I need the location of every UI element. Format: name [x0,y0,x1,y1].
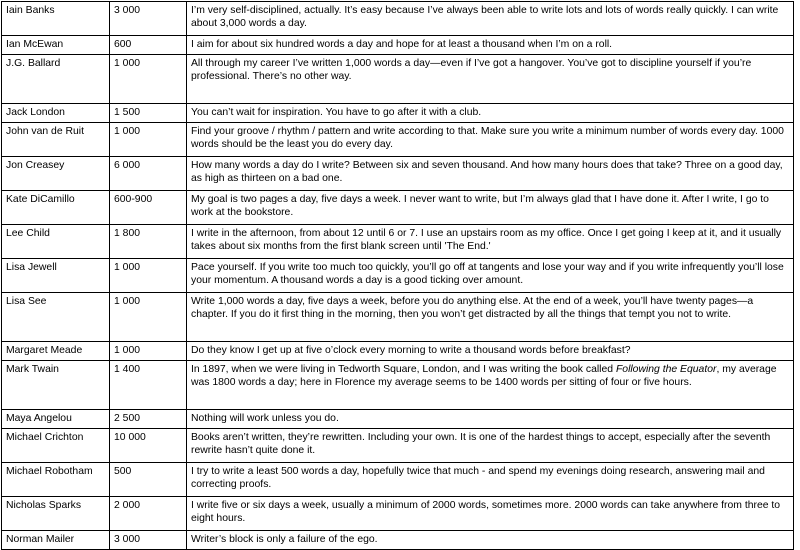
table-row [2,293,794,342]
author-cell: Ian McEwan [2,36,110,55]
words-per-day-cell: 500 [110,463,187,497]
table-row [2,2,794,36]
words-per-day-cell: 1 000 [110,293,187,342]
quote-text: In 1897, when we were living in Tedworth Square, London, and I was writing the book called [191,364,616,375]
words-per-day-cell: 1 500 [110,104,187,123]
words-per-day-cell: 600-900 [110,191,187,225]
quote-text: , my average was 1800 words a day; here in Florence my average seems to be 1400 words per sitting of four or five hours. [191,364,777,388]
words-per-day-cell: 1 000 [110,123,187,157]
author-cell: J.G. Ballard [2,55,110,104]
quote-cell: I write five or six days a week, usually a minimum of 2000 words, sometimes more. 2000 words can take anywhere from three to eight hours. [187,497,794,531]
book-title: Following the Equator [615,364,717,375]
table-row [2,55,794,104]
quote-cell: Pace yourself. If you write too much too quickly, you’ll go off at tangents and lose your way and if you write infrequently you’ll lose your momentum. A thousand words a day is a good ticking over amount. [187,259,794,293]
table-row [2,497,794,531]
table-row [2,225,794,259]
quote-cell: You can’t wait for inspiration. You have to go after it with a club. [187,104,794,123]
author-cell: Jon Creasey [2,157,110,191]
author-cell: Lisa See [2,293,110,342]
table-row [2,410,794,429]
words-per-day-cell: 2 500 [110,410,187,429]
table-row [2,104,794,123]
table-row [2,429,794,463]
author-cell: Michael Crichton [2,429,110,463]
author-cell: Mark Twain [2,361,110,410]
words-per-day-cell: 2 000 [110,497,187,531]
quote-cell: All through my career I’ve written 1,000 words a day—even if I’ve got a hangover. You’ve got to discipline yourself if you’re professional. There’s no other way. [187,55,794,104]
quote-cell: Write 1,000 words a day, five days a week, before you do anything else. At the end of a week, you’ll have twenty pages—a chapter. If you do it first thing in the morning, then you won’t get distracted by all the things that tempt you not to write. [187,293,794,342]
words-per-day-cell: 6 000 [110,157,187,191]
table-row [2,36,794,55]
quote-cell: How many words a day do I write? Between six and seven thousand. And how many hours does that take? Three on a good day, as high as thirteen on a bad one. [187,157,794,191]
table-row [2,361,794,410]
words-per-day-cell: 1 400 [110,361,187,410]
quote-cell: Find your groove / rhythm / pattern and write according to that. Make sure you write a minimum number of words every day. 1000 words should be the least you do every day. [187,123,794,157]
words-per-day-cell: 600 [110,36,187,55]
words-per-day-cell: 3 000 [110,531,187,550]
table-row [2,157,794,191]
table-row [2,123,794,157]
table-row [2,342,794,361]
author-cell: Iain Banks [2,2,110,36]
table-row [2,191,794,225]
author-cell: Kate DiCamillo [2,191,110,225]
table-row [2,463,794,497]
author-cell: Michael Robotham [2,463,110,497]
quote-cell: I aim for about six hundred words a day and hope for at least a thousand when I’m on a roll. [187,36,794,55]
words-per-day-cell: 1 000 [110,259,187,293]
author-cell: Norman Mailer [2,531,110,550]
quote-cell: Books aren’t written, they’re rewritten. Including your own. It is one of the hardest things to accept, especially after the seventh rewrite hasn’t quite done it. [187,429,794,463]
author-cell: Nicholas Sparks [2,497,110,531]
words-per-day-cell: 1 800 [110,225,187,259]
words-per-day-cell: 1 000 [110,342,187,361]
author-cell: Margaret Meade [2,342,110,361]
quote-cell: I try to write a least 500 words a day, hopefully twice that much - and spend my evenings doing research, answering mail and correcting proofs. [187,463,794,497]
quote-cell: Nothing will work unless you do. [187,410,794,429]
words-per-day-cell: 1 000 [110,55,187,104]
author-cell: Maya Angelou [2,410,110,429]
author-cell: Lee Child [2,225,110,259]
quote-cell [187,361,794,410]
quote-cell: Writer’s block is only a failure of the ego. [187,531,794,550]
table-row [2,259,794,293]
words-per-day-cell: 3 000 [110,2,187,36]
author-cell: Jack London [2,104,110,123]
authors-word-count-table [1,1,794,550]
table-row [2,531,794,550]
author-cell: John van de Ruit [2,123,110,157]
author-cell: Lisa Jewell [2,259,110,293]
quote-cell: I write in the afternoon, from about 12 until 6 or 7. I use an upstairs room as my office. Once I get going I keep at it, and it usually takes about six months from the first blank screen until 'The End.' [187,225,794,259]
words-per-day-cell: 10 000 [110,429,187,463]
quote-cell: Do they know I get up at five o’clock every morning to write a thousand words before breakfast? [187,342,794,361]
quote-cell: I’m very self-disciplined, actually. It’s easy because I’ve always been able to write lots and lots of words really quickly. I can write about 3,000 words a day. [187,2,794,36]
quote-cell: My goal is two pages a day, five days a week. I never want to write, but I’m always glad that I have done it. After I write, I go to work at the bookstore. [187,191,794,225]
